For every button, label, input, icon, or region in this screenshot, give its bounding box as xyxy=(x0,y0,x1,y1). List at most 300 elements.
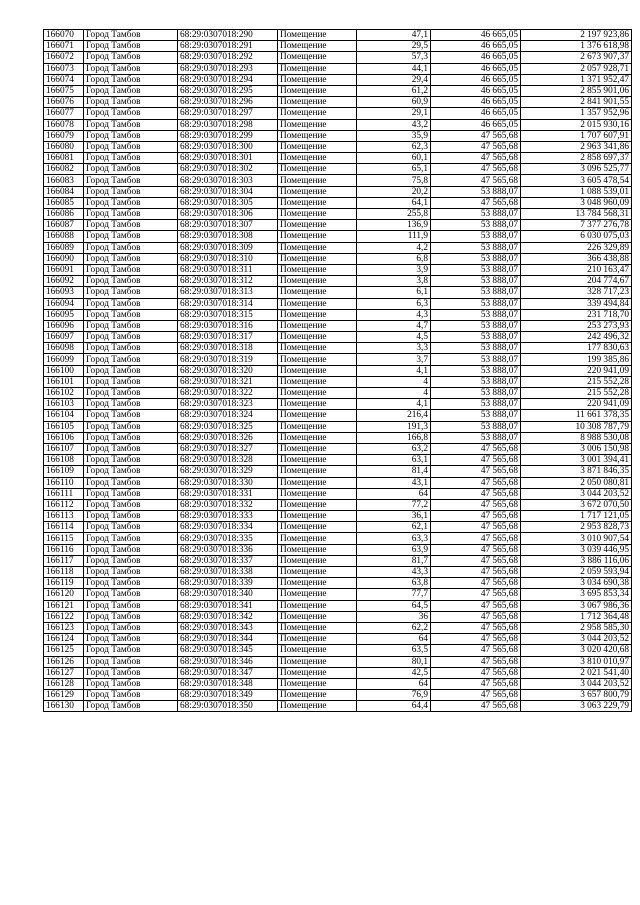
table-row xyxy=(44,119,632,130)
table-row xyxy=(44,488,632,499)
cadastral-value-cell: 3 044 203,52 xyxy=(521,488,632,499)
cadastral-number-cell: 68:29:0307018:301 xyxy=(178,153,278,164)
object-type-cell: Помещение xyxy=(278,667,357,678)
specific-value-cell: 46 665,05 xyxy=(431,63,521,74)
object-type-cell: Помещение xyxy=(278,399,357,410)
object-type-cell: Помещение xyxy=(278,544,357,555)
table-row xyxy=(44,287,632,298)
object-type-cell: Помещение xyxy=(278,287,357,298)
area-cell: 36,1 xyxy=(357,511,431,522)
table-row xyxy=(44,567,632,578)
area-cell: 166,8 xyxy=(357,432,431,443)
specific-value-cell: 47 565,68 xyxy=(431,656,521,667)
cadastral-number-cell: 68:29:0307018:303 xyxy=(178,175,278,186)
object-type-cell: Помещение xyxy=(278,231,357,242)
city-cell: Город Тамбов xyxy=(84,622,178,633)
cadastral-number-cell: 68:29:0307018:330 xyxy=(178,477,278,488)
specific-value-cell: 53 888,07 xyxy=(431,332,521,343)
cadastral-number-cell: 68:29:0307018:341 xyxy=(178,600,278,611)
area-cell: 216,4 xyxy=(357,410,431,421)
table-row xyxy=(44,332,632,343)
city-cell: Город Тамбов xyxy=(84,30,178,41)
cadastral-value-cell: 2 057 928,71 xyxy=(521,63,632,74)
city-cell: Город Тамбов xyxy=(84,634,178,645)
cadastral-number-cell: 68:29:0307018:291 xyxy=(178,41,278,52)
specific-value-cell: 53 888,07 xyxy=(431,253,521,264)
table-row xyxy=(44,600,632,611)
object-type-cell: Помещение xyxy=(278,343,357,354)
row-number-cell: 166108 xyxy=(44,455,84,466)
cadastral-number-cell: 68:29:0307018:336 xyxy=(178,544,278,555)
area-cell: 81,7 xyxy=(357,555,431,566)
cadastral-number-cell: 68:29:0307018:308 xyxy=(178,231,278,242)
row-number-cell: 166077 xyxy=(44,108,84,119)
object-type-cell: Помещение xyxy=(278,354,357,365)
cadastral-value-cell: 3 034 690,38 xyxy=(521,578,632,589)
city-cell: Город Тамбов xyxy=(84,455,178,466)
area-cell: 62,2 xyxy=(357,622,431,633)
row-number-cell: 166111 xyxy=(44,488,84,499)
cadastral-value-cell: 2 855 901,06 xyxy=(521,85,632,96)
row-number-cell: 166076 xyxy=(44,97,84,108)
cadastral-value-cell: 220 941,09 xyxy=(521,365,632,376)
row-number-cell: 166082 xyxy=(44,164,84,175)
cadastral-number-cell: 68:29:0307018:312 xyxy=(178,276,278,287)
area-cell: 43,1 xyxy=(357,477,431,488)
specific-value-cell: 47 565,68 xyxy=(431,634,521,645)
area-cell: 4 xyxy=(357,388,431,399)
object-type-cell: Помещение xyxy=(278,690,357,701)
table-row xyxy=(44,141,632,152)
area-cell: 64,5 xyxy=(357,600,431,611)
row-number-cell: 166126 xyxy=(44,656,84,667)
specific-value-cell: 53 888,07 xyxy=(431,242,521,253)
row-number-cell: 166073 xyxy=(44,63,84,74)
area-cell: 4,5 xyxy=(357,332,431,343)
cadastral-number-cell: 68:29:0307018:309 xyxy=(178,242,278,253)
object-type-cell: Помещение xyxy=(278,701,357,712)
table-row xyxy=(44,164,632,175)
object-type-cell: Помещение xyxy=(278,555,357,566)
cadastral-number-cell: 68:29:0307018:326 xyxy=(178,432,278,443)
area-cell: 75,8 xyxy=(357,175,431,186)
row-number-cell: 166075 xyxy=(44,85,84,96)
object-type-cell: Помещение xyxy=(278,410,357,421)
city-cell: Город Тамбов xyxy=(84,41,178,52)
table-row xyxy=(44,85,632,96)
specific-value-cell: 47 565,68 xyxy=(431,567,521,578)
area-cell: 29,1 xyxy=(357,108,431,119)
row-number-cell: 166079 xyxy=(44,130,84,141)
cadastral-value-cell: 204 774,67 xyxy=(521,276,632,287)
area-cell: 3,8 xyxy=(357,276,431,287)
specific-value-cell: 47 565,68 xyxy=(431,555,521,566)
object-type-cell: Помещение xyxy=(278,589,357,600)
cadastral-value-cell: 1 371 952,47 xyxy=(521,74,632,85)
row-number-cell: 166084 xyxy=(44,186,84,197)
area-cell: 80,1 xyxy=(357,656,431,667)
area-cell: 255,8 xyxy=(357,209,431,220)
cadastral-value-cell: 226 329,89 xyxy=(521,242,632,253)
table-row xyxy=(44,622,632,633)
city-cell: Город Тамбов xyxy=(84,287,178,298)
specific-value-cell: 53 888,07 xyxy=(431,421,521,432)
cadastral-number-cell: 68:29:0307018:293 xyxy=(178,63,278,74)
object-type-cell: Помещение xyxy=(278,130,357,141)
area-cell: 191,3 xyxy=(357,421,431,432)
area-cell: 29,4 xyxy=(357,74,431,85)
city-cell: Город Тамбов xyxy=(84,388,178,399)
object-type-cell: Помещение xyxy=(278,276,357,287)
row-number-cell: 166116 xyxy=(44,544,84,555)
city-cell: Город Тамбов xyxy=(84,85,178,96)
cadastral-value-cell: 215 552,28 xyxy=(521,376,632,387)
area-cell: 111,9 xyxy=(357,231,431,242)
cadastral-number-cell: 68:29:0307018:322 xyxy=(178,388,278,399)
table-row xyxy=(44,197,632,208)
table-row xyxy=(44,108,632,119)
row-number-cell: 166122 xyxy=(44,611,84,622)
table-row xyxy=(44,175,632,186)
city-cell: Город Тамбов xyxy=(84,74,178,85)
cadastral-number-cell: 68:29:0307018:297 xyxy=(178,108,278,119)
cadastral-value-cell: 3 672 070,50 xyxy=(521,499,632,510)
city-cell: Город Тамбов xyxy=(84,410,178,421)
row-number-cell: 166104 xyxy=(44,410,84,421)
cadastral-number-cell: 68:29:0307018:319 xyxy=(178,354,278,365)
cadastral-value-cell: 1 712 364,48 xyxy=(521,611,632,622)
table-row xyxy=(44,634,632,645)
area-cell: 76,9 xyxy=(357,690,431,701)
table-row xyxy=(44,30,632,41)
city-cell: Город Тамбов xyxy=(84,130,178,141)
cadastral-value-cell: 2 841 901,55 xyxy=(521,97,632,108)
area-cell: 4 xyxy=(357,376,431,387)
table-row xyxy=(44,309,632,320)
cadastral-value-cell: 177 830,63 xyxy=(521,343,632,354)
object-type-cell: Помещение xyxy=(278,264,357,275)
specific-value-cell: 46 665,05 xyxy=(431,97,521,108)
object-type-cell: Помещение xyxy=(278,488,357,499)
specific-value-cell: 53 888,07 xyxy=(431,410,521,421)
city-cell: Город Тамбов xyxy=(84,511,178,522)
specific-value-cell: 47 565,68 xyxy=(431,153,521,164)
row-number-cell: 166092 xyxy=(44,276,84,287)
city-cell: Город Тамбов xyxy=(84,589,178,600)
city-cell: Город Тамбов xyxy=(84,701,178,712)
row-number-cell: 166070 xyxy=(44,30,84,41)
specific-value-cell: 53 888,07 xyxy=(431,186,521,197)
city-cell: Город Тамбов xyxy=(84,421,178,432)
row-number-cell: 166127 xyxy=(44,667,84,678)
row-number-cell: 166094 xyxy=(44,298,84,309)
city-cell: Город Тамбов xyxy=(84,209,178,220)
row-number-cell: 166071 xyxy=(44,41,84,52)
city-cell: Город Тамбов xyxy=(84,443,178,454)
area-cell: 136,9 xyxy=(357,220,431,231)
specific-value-cell: 47 565,68 xyxy=(431,466,521,477)
row-number-cell: 166081 xyxy=(44,153,84,164)
table-row xyxy=(44,320,632,331)
area-cell: 3,3 xyxy=(357,343,431,354)
cadastral-number-cell: 68:29:0307018:317 xyxy=(178,332,278,343)
city-cell: Город Тамбов xyxy=(84,488,178,499)
cadastral-value-cell: 3 695 853,34 xyxy=(521,589,632,600)
cadastral-value-cell: 2 050 080,81 xyxy=(521,477,632,488)
object-type-cell: Помещение xyxy=(278,164,357,175)
table-row xyxy=(44,97,632,108)
object-type-cell: Помещение xyxy=(278,567,357,578)
cadastral-number-cell: 68:29:0307018:311 xyxy=(178,264,278,275)
table-row xyxy=(44,264,632,275)
specific-value-cell: 47 565,68 xyxy=(431,645,521,656)
specific-value-cell: 53 888,07 xyxy=(431,309,521,320)
row-number-cell: 166129 xyxy=(44,690,84,701)
table-row xyxy=(44,298,632,309)
cadastral-value-cell: 3 044 203,52 xyxy=(521,634,632,645)
cadastral-value-cell: 3 006 150,98 xyxy=(521,443,632,454)
cadastral-number-cell: 68:29:0307018:306 xyxy=(178,209,278,220)
row-number-cell: 166088 xyxy=(44,231,84,242)
city-cell: Город Тамбов xyxy=(84,667,178,678)
row-number-cell: 166090 xyxy=(44,253,84,264)
specific-value-cell: 47 565,68 xyxy=(431,667,521,678)
city-cell: Город Тамбов xyxy=(84,354,178,365)
row-number-cell: 166083 xyxy=(44,175,84,186)
row-number-cell: 166099 xyxy=(44,354,84,365)
specific-value-cell: 47 565,68 xyxy=(431,701,521,712)
city-cell: Город Тамбов xyxy=(84,231,178,242)
object-type-cell: Помещение xyxy=(278,119,357,130)
specific-value-cell: 47 565,68 xyxy=(431,443,521,454)
table-row xyxy=(44,611,632,622)
table-row xyxy=(44,455,632,466)
city-cell: Город Тамбов xyxy=(84,253,178,264)
city-cell: Город Тамбов xyxy=(84,309,178,320)
object-type-cell: Помещение xyxy=(278,63,357,74)
area-cell: 6,3 xyxy=(357,298,431,309)
row-number-cell: 166086 xyxy=(44,209,84,220)
city-cell: Город Тамбов xyxy=(84,555,178,566)
specific-value-cell: 47 565,68 xyxy=(431,589,521,600)
area-cell: 3,7 xyxy=(357,354,431,365)
cadastral-value-cell: 3 039 446,95 xyxy=(521,544,632,555)
cadastral-number-cell: 68:29:0307018:348 xyxy=(178,678,278,689)
table-row xyxy=(44,376,632,387)
object-type-cell: Помещение xyxy=(278,332,357,343)
table-row xyxy=(44,410,632,421)
specific-value-cell: 47 565,68 xyxy=(431,164,521,175)
city-cell: Город Тамбов xyxy=(84,119,178,130)
table-row xyxy=(44,399,632,410)
city-cell: Город Тамбов xyxy=(84,656,178,667)
city-cell: Город Тамбов xyxy=(84,399,178,410)
cadastral-number-cell: 68:29:0307018:346 xyxy=(178,656,278,667)
object-type-cell: Помещение xyxy=(278,522,357,533)
row-number-cell: 166087 xyxy=(44,220,84,231)
city-cell: Город Тамбов xyxy=(84,567,178,578)
table-row xyxy=(44,231,632,242)
specific-value-cell: 53 888,07 xyxy=(431,276,521,287)
specific-value-cell: 53 888,07 xyxy=(431,320,521,331)
object-type-cell: Помещение xyxy=(278,74,357,85)
city-cell: Город Тамбов xyxy=(84,97,178,108)
area-cell: 3,9 xyxy=(357,264,431,275)
city-cell: Город Тамбов xyxy=(84,544,178,555)
cadastral-number-cell: 68:29:0307018:324 xyxy=(178,410,278,421)
cadastral-number-cell: 68:29:0307018:342 xyxy=(178,611,278,622)
table-row xyxy=(44,667,632,678)
area-cell: 77,2 xyxy=(357,499,431,510)
specific-value-cell: 47 565,68 xyxy=(431,499,521,510)
area-cell: 64,4 xyxy=(357,701,431,712)
object-type-cell: Помещение xyxy=(278,432,357,443)
table-row xyxy=(44,477,632,488)
area-cell: 63,9 xyxy=(357,544,431,555)
object-type-cell: Помещение xyxy=(278,52,357,63)
specific-value-cell: 53 888,07 xyxy=(431,432,521,443)
cadastral-number-cell: 68:29:0307018:334 xyxy=(178,522,278,533)
cadastral-value-cell: 199 385,86 xyxy=(521,354,632,365)
table-row xyxy=(44,354,632,365)
specific-value-cell: 46 665,05 xyxy=(431,108,521,119)
row-number-cell: 166110 xyxy=(44,477,84,488)
row-number-cell: 166119 xyxy=(44,578,84,589)
object-type-cell: Помещение xyxy=(278,209,357,220)
cadastral-value-cell: 3 810 010,97 xyxy=(521,656,632,667)
cadastral-value-cell: 2 858 697,37 xyxy=(521,153,632,164)
table-row xyxy=(44,701,632,712)
row-number-cell: 166098 xyxy=(44,343,84,354)
area-cell: 63,1 xyxy=(357,455,431,466)
object-type-cell: Помещение xyxy=(278,578,357,589)
city-cell: Город Тамбов xyxy=(84,522,178,533)
table-row xyxy=(44,74,632,85)
specific-value-cell: 53 888,07 xyxy=(431,388,521,399)
city-cell: Город Тамбов xyxy=(84,343,178,354)
table-row xyxy=(44,242,632,253)
area-cell: 63,3 xyxy=(357,533,431,544)
table-row xyxy=(44,443,632,454)
object-type-cell: Помещение xyxy=(278,309,357,320)
table-row xyxy=(44,63,632,74)
cadastral-value-cell: 253 273,93 xyxy=(521,320,632,331)
city-cell: Город Тамбов xyxy=(84,63,178,74)
area-cell: 6,1 xyxy=(357,287,431,298)
area-cell: 43,2 xyxy=(357,119,431,130)
specific-value-cell: 47 565,68 xyxy=(431,511,521,522)
specific-value-cell: 53 888,07 xyxy=(431,231,521,242)
cadastral-value-cell: 3 001 394,41 xyxy=(521,455,632,466)
cadastral-value-cell: 3 063 229,79 xyxy=(521,701,632,712)
cadastral-value-cell: 3 010 907,54 xyxy=(521,533,632,544)
specific-value-cell: 46 665,05 xyxy=(431,85,521,96)
specific-value-cell: 47 565,68 xyxy=(431,130,521,141)
city-cell: Город Тамбов xyxy=(84,298,178,309)
cadastral-number-cell: 68:29:0307018:327 xyxy=(178,443,278,454)
cadastral-value-cell: 3 044 203,52 xyxy=(521,678,632,689)
cadastral-number-cell: 68:29:0307018:295 xyxy=(178,85,278,96)
area-cell: 6,8 xyxy=(357,253,431,264)
table-body xyxy=(44,30,632,712)
table-row xyxy=(44,432,632,443)
row-number-cell: 166128 xyxy=(44,678,84,689)
cadastral-value-cell: 3 048 960,09 xyxy=(521,197,632,208)
row-number-cell: 166118 xyxy=(44,567,84,578)
city-cell: Город Тамбов xyxy=(84,141,178,152)
row-number-cell: 166074 xyxy=(44,74,84,85)
cadastral-number-cell: 68:29:0307018:343 xyxy=(178,622,278,633)
table-row xyxy=(44,499,632,510)
area-cell: 64 xyxy=(357,488,431,499)
cadastral-value-cell: 13 784 568,31 xyxy=(521,209,632,220)
object-type-cell: Помещение xyxy=(278,477,357,488)
city-cell: Город Тамбов xyxy=(84,264,178,275)
cadastral-value-cell: 231 718,70 xyxy=(521,309,632,320)
cadastral-number-cell: 68:29:0307018:296 xyxy=(178,97,278,108)
cadastral-number-cell: 68:29:0307018:344 xyxy=(178,634,278,645)
table-row xyxy=(44,466,632,477)
city-cell: Город Тамбов xyxy=(84,186,178,197)
cadastral-number-cell: 68:29:0307018:331 xyxy=(178,488,278,499)
area-cell: 47,1 xyxy=(357,30,431,41)
city-cell: Город Тамбов xyxy=(84,690,178,701)
city-cell: Город Тамбов xyxy=(84,320,178,331)
object-type-cell: Помещение xyxy=(278,388,357,399)
object-type-cell: Помещение xyxy=(278,108,357,119)
area-cell: 4,2 xyxy=(357,242,431,253)
row-number-cell: 166106 xyxy=(44,432,84,443)
object-type-cell: Помещение xyxy=(278,511,357,522)
row-number-cell: 166105 xyxy=(44,421,84,432)
row-number-cell: 166113 xyxy=(44,511,84,522)
area-cell: 44,1 xyxy=(357,63,431,74)
cadastral-number-cell: 68:29:0307018:307 xyxy=(178,220,278,231)
area-cell: 81,4 xyxy=(357,466,431,477)
row-number-cell: 166103 xyxy=(44,399,84,410)
specific-value-cell: 47 565,68 xyxy=(431,477,521,488)
row-number-cell: 166102 xyxy=(44,388,84,399)
city-cell: Город Тамбов xyxy=(84,466,178,477)
row-number-cell: 166121 xyxy=(44,600,84,611)
cadastral-number-cell: 68:29:0307018:337 xyxy=(178,555,278,566)
area-cell: 60,1 xyxy=(357,153,431,164)
cadastral-value-cell: 3 096 525,77 xyxy=(521,164,632,175)
area-cell: 20,2 xyxy=(357,186,431,197)
object-type-cell: Помещение xyxy=(278,365,357,376)
cadastral-value-cell: 3 020 420,68 xyxy=(521,645,632,656)
object-type-cell: Помещение xyxy=(278,141,357,152)
city-cell: Город Тамбов xyxy=(84,645,178,656)
cadastral-number-cell: 68:29:0307018:332 xyxy=(178,499,278,510)
specific-value-cell: 53 888,07 xyxy=(431,264,521,275)
specific-value-cell: 53 888,07 xyxy=(431,298,521,309)
cadastral-number-cell: 68:29:0307018:347 xyxy=(178,667,278,678)
specific-value-cell: 46 665,05 xyxy=(431,41,521,52)
table-row xyxy=(44,220,632,231)
city-cell: Город Тамбов xyxy=(84,499,178,510)
object-type-cell: Помещение xyxy=(278,30,357,41)
object-type-cell: Помещение xyxy=(278,499,357,510)
cadastral-number-cell: 68:29:0307018:305 xyxy=(178,197,278,208)
area-cell: 61,2 xyxy=(357,85,431,96)
object-type-cell: Помещение xyxy=(278,41,357,52)
cadastral-number-cell: 68:29:0307018:294 xyxy=(178,74,278,85)
object-type-cell: Помещение xyxy=(278,634,357,645)
specific-value-cell: 53 888,07 xyxy=(431,365,521,376)
table-row xyxy=(44,589,632,600)
cadastral-value-cell: 1 707 607,91 xyxy=(521,130,632,141)
